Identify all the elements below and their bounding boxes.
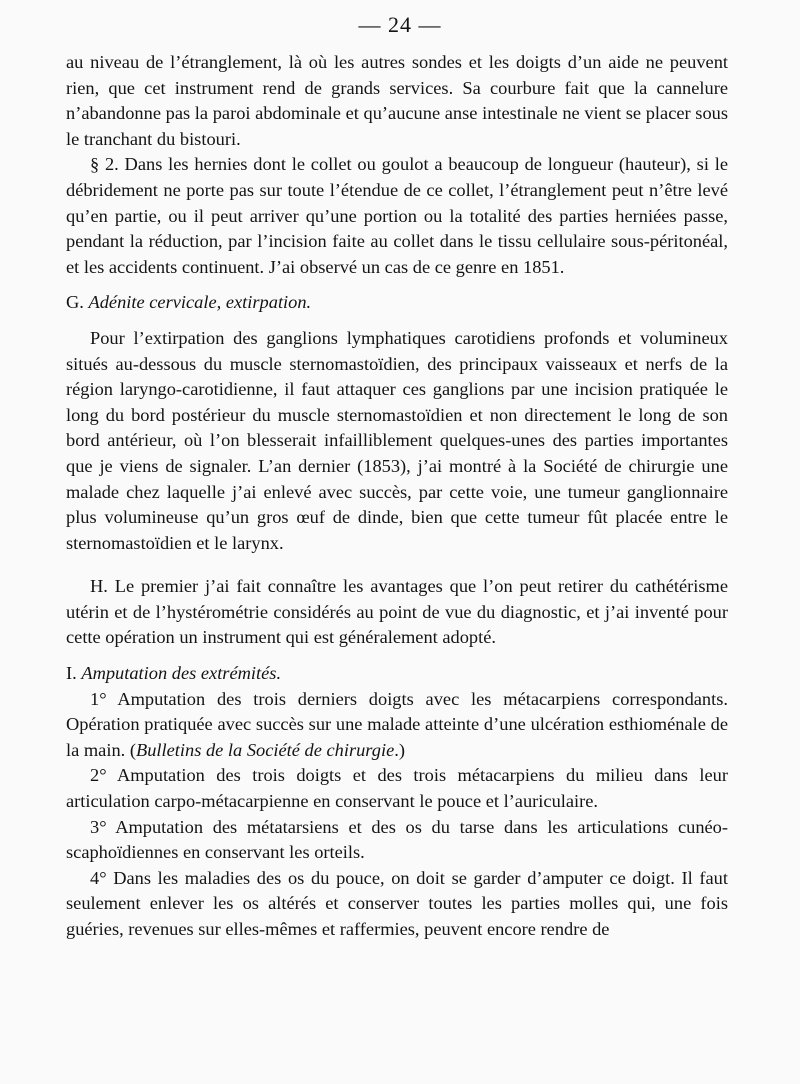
paragraph-adenite: Pour l’extirpation des ganglions lymphatiques carotidiens profonds et volumineux situés au-dessous du muscle sternomastoïdien, des principaux vaisseaux et nerfs de la région laryngo-carotidienne, il faut attaquer ces ganglions par une incision pratiquée le long du bord postérieur du muscle sternomastoïdien et non directement le long de son bord antérieur, où l’on blesserait infailliblement quelques-unes des parties importantes que je viens de signaler. L’an dernier (1853), j’ai montré à la Société de chirurgie une malade chez laquelle j’ai enlevé avec succès, par cette voie, une tumeur ganglionnaire plus volumineuse qu’un gros œuf de dinde, bien que cette tumeur fût placée entre le sternomastoïdien et le larynx. xyxy=(66,327,728,553)
section-title-i: Amputation des extrémités. xyxy=(81,663,282,684)
citation-bulletins: Bulletins de la Société de chirurgie xyxy=(135,739,395,760)
paragraph-section-h: H. Le premier j’ai fait connaître les avantages que l’on peut retirer du cathétérisme utérin et de l’hystérométrie considérés au point de vue du diagnostic, et j’ai inventé pour cette opération un instrument qui est généralement adopté. xyxy=(66,576,728,648)
paragraph-section-2: § 2. Dans les hernies dont le collet ou goulot a beaucoup de longueur (hauteur), si le débridement ne porte pas sur toute l’étendue de ce collet, l’étranglement peut n’être levé qu’en partie, ou il peut arriver qu’une portion ou la totalité des parties herniées passe, pendant la réduction, par l’incision faite au collet dans le tissu cellulaire sous-péritonéal, et les accidents continuent. J’ai observé un cas de ce genre en 1851. xyxy=(66,154,728,277)
paragraph-amputation-2: 2° Amputation des trois doigts et des trois métacarpiens du milieu dans leur articulation carpo-métacarpienne en conservant le pouce et l’auriculaire. xyxy=(66,765,728,812)
body-text xyxy=(66,50,728,943)
section-letter-g: G. xyxy=(66,292,84,313)
page-number: — 24 — xyxy=(358,12,442,37)
section-heading-g xyxy=(66,290,728,316)
citation-close: .) xyxy=(394,739,405,760)
paragraph-amputation-4: 4° Dans les maladies des os du pouce, on doit se garder d’amputer ce doigt. Il faut seulement enlever les os altérés et conserver toutes les parties molles qui, une fois guéries, revenues sur elles-mêmes et raffermies, peuvent encore rendre de xyxy=(66,867,728,939)
paragraph-continuation: au niveau de l’étranglement, là où les autres sondes et les doigts d’un aide ne peuvent rien, que cet instrument rend de grands services. Sa courbure fait que la cannelure n’abandonne pas la paroi abdominale et qu’aucune anse intestinale ne vient se placer sous le tranchant du bistouri. xyxy=(66,52,728,149)
section-heading-i xyxy=(66,661,728,687)
paragraph-amputation-1 xyxy=(66,687,728,764)
paragraph-amputation-3: 3° Amputation des métatarsiens et des os du tarse dans les articulations cunéo-scaphoïdiennes en conservant les orteils. xyxy=(66,816,728,863)
amputation-1-text: 1° Amputation des trois derniers doigts avec les métacarpiens correspondants. Opération pratiquée avec succès sur une malade atteinte d’une ulcération esthioménale de la main. xyxy=(66,688,728,760)
section-title-g: Adénite cervicale, extirpation. xyxy=(88,292,312,313)
citation-open: ( xyxy=(125,739,136,760)
section-letter-i: I. xyxy=(66,663,77,684)
